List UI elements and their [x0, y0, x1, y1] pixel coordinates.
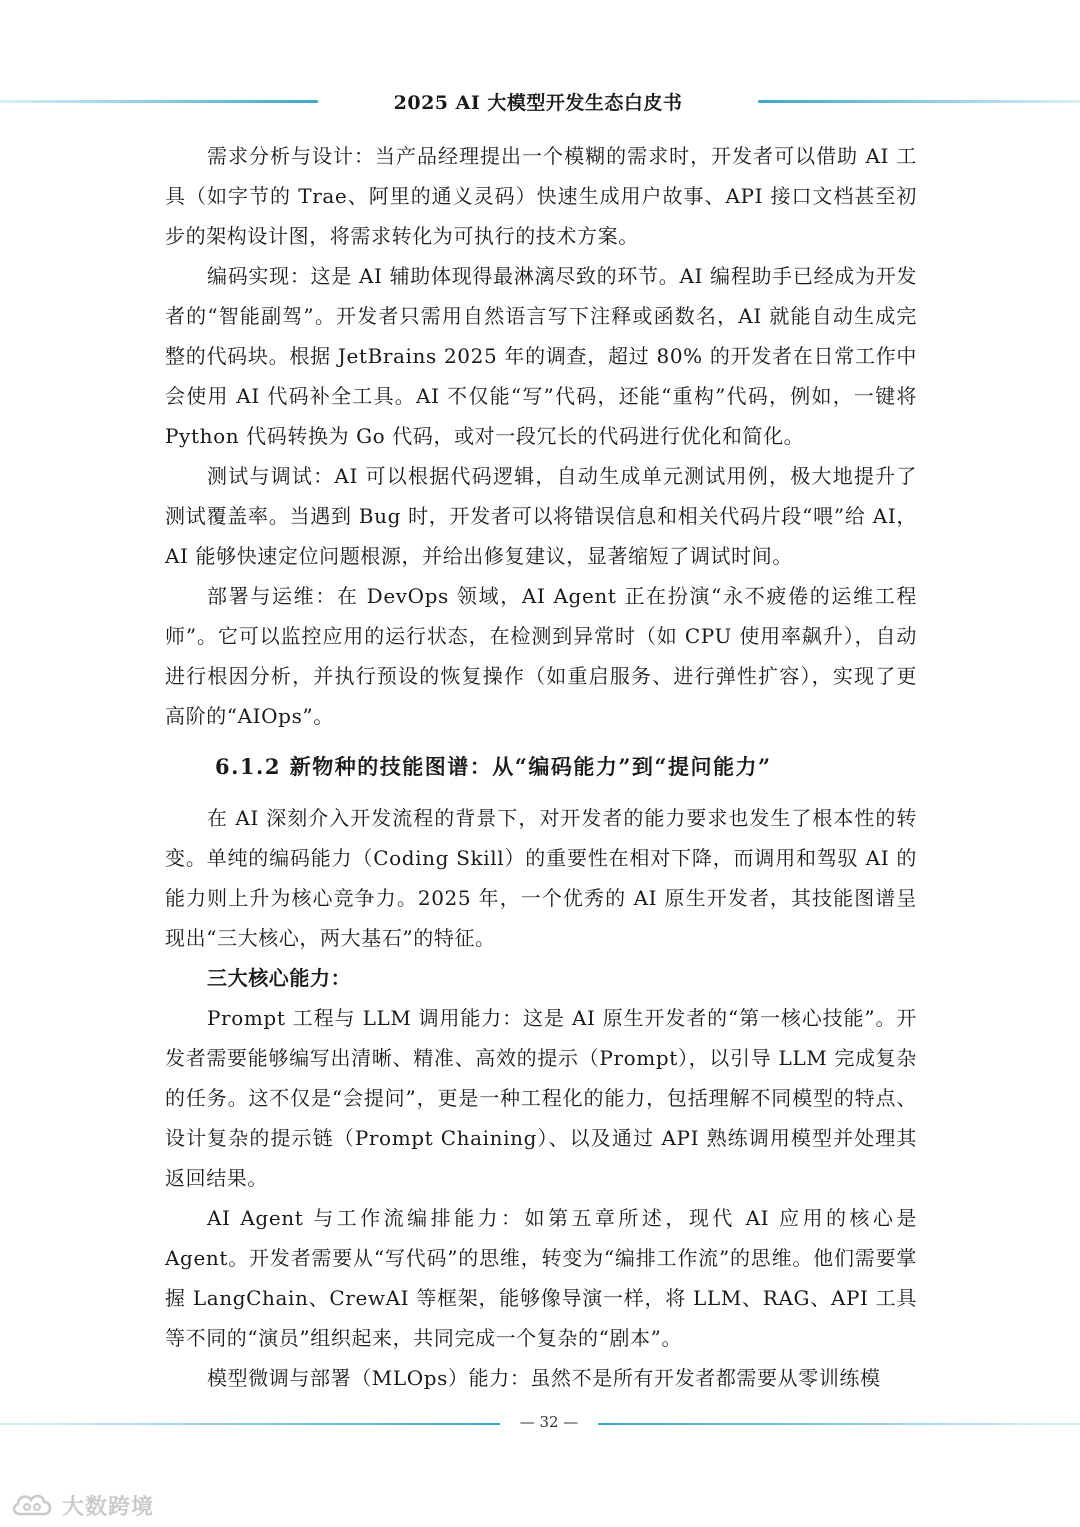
paragraph-requirements-design: 需求分析与设计：当产品经理提出一个模糊的需求时，开发者可以借助 AI 工具（如字节的 Trae、阿里的通义灵码）快速生成用户故事、API 接口文档甚至初步的架构设计图，将需求转化为可执行的技术方案。: [165, 144, 917, 248]
footer-rule-right: [598, 1423, 1080, 1425]
section-intro-paragraph: 在 AI 深刻介入开发流程的背景下，对开发者的能力要求也发生了根本性的转变。单纯的编码能力（Coding Skill）的重要性在相对下降，而调用和驾驭 AI 的能力则上升为核心竞争力。2025 年，一个优秀的 AI 原生开发者，其技能图谱呈现出“三大核心，两大基石”的特征。: [165, 806, 917, 950]
cloud-logo-icon: [10, 1490, 56, 1520]
section-heading: 6.1.2 新物种的技能图谱：从“编码能力”到“提问能力”: [215, 754, 772, 779]
paragraph-deployment-ops: 部署与运维：在 DevOps 领域，AI Agent 正在扮演“永不疲倦的运维工程师”。它可以监控应用的运行状态，在检测到异常时（如 CPU 使用率飙升），自动进行根因分析，并执行预设的恢复操作（如重启服务、进行弹性扩容），实现了更高阶的“AIOps”。: [165, 584, 917, 728]
header-rule-left: [0, 100, 318, 103]
paragraph-prompt-engineering: Prompt 工程与 LLM 调用能力：这是 AI 原生开发者的“第一核心技能”。开发者需要能够编写出清晰、精准、高效的提示（Prompt），以引导 LLM 完成复杂的任务。这不仅是“会提问”，更是一种工程化的能力，包括理解不同模型的特点、设计复杂的提示链（Prompt Chaining）、以及通过 API 熟练调用模型并处理其返回结果。: [165, 1006, 917, 1190]
header-rule-right: [758, 100, 1080, 103]
page-number: — 32 —: [519, 1413, 579, 1431]
document-body: [165, 136, 917, 1398]
watermark-text: 大数跨境: [62, 1494, 155, 1520]
subheading-core-abilities: 三大核心能力：: [207, 966, 352, 990]
paragraph-testing-debugging: 测试与调试：AI 可以根据代码逻辑，自动生成单元测试用例，极大地提升了测试覆盖率。当遇到 Bug 时，开发者可以将错误信息和相关代码片段“喂”给 AI，AI 能够快速定位问题根源，并给出修复建议，显著缩短了调试时间。: [165, 464, 917, 568]
paragraph-agent-workflow: AI Agent 与工作流编排能力：如第五章所述，现代 AI 应用的核心是 Agent。开发者需要从“写代码”的思维，转变为“编排工作流”的思维。他们需要掌握 LangChain、CrewAI 等框架，能够像导演一样，将 LLM、RAG、API 工具等不同的“演员”组织起来，共同完成一个复杂的“剧本”。: [165, 1206, 917, 1350]
paragraph-coding-implementation: 编码实现：这是 AI 辅助体现得最淋漓尽致的环节。AI 编程助手已经成为开发者的“智能副驾”。开发者只需用自然语言写下注释或函数名，AI 就能自动生成完整的代码块。根据 JetBrains 2025 年的调查，超过 80% 的开发者在日常工作中会使用 AI 代码补全工具。AI 不仅能“写”代码，还能“重构”代码，例如，一键将 Python 代码转换为 Go 代码，或对一段冗长的代码进行优化和简化。: [165, 264, 917, 448]
watermark: [10, 1488, 154, 1522]
page-header-title: 2025 AI 大模型开发生态白皮书: [393, 92, 683, 114]
footer-rule-left: [0, 1423, 500, 1425]
paragraph-fine-tuning-mlops: 模型微调与部署（MLOps）能力：虽然不是所有开发者都需要从零训练模: [207, 1366, 881, 1390]
